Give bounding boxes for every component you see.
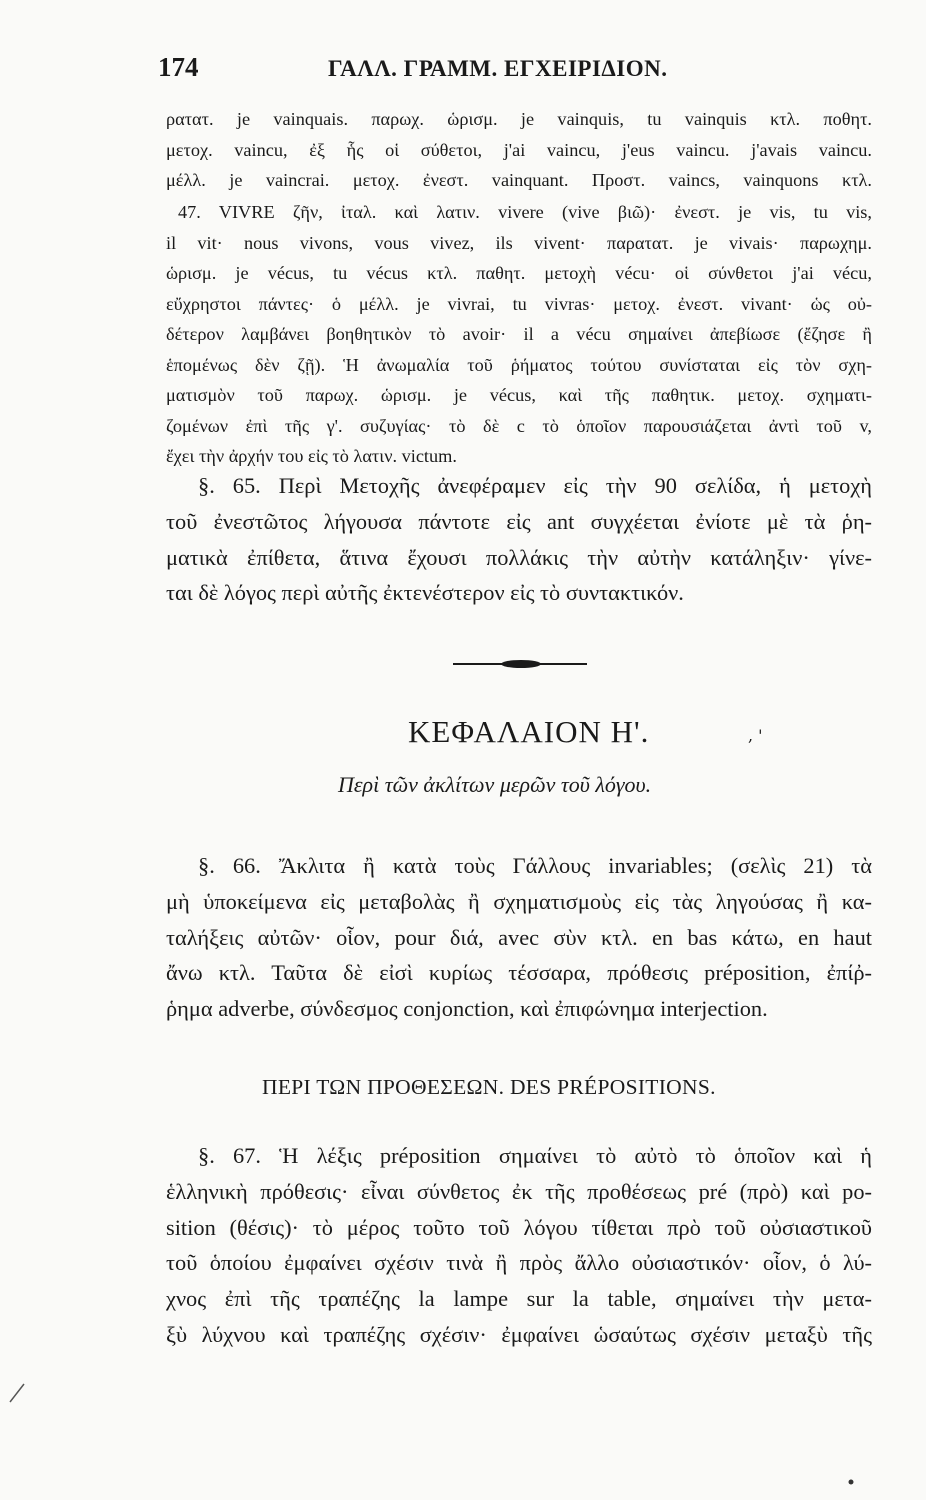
text-line: §. 65. Περὶ Μετοχῆς ἀνεφέραμεν εἰς τὴν 90 σελίδα, ἡ μετοχὴ — [198, 473, 872, 498]
text-line: 47. VIVRE ζῆν, ἰταλ. καὶ λατιν. vivere (vive βιῶ)· ἐνεστ. je vis, tu vis, — [178, 202, 872, 222]
ornamental-rule — [453, 660, 587, 668]
text-line: §. 67. Ἡ λέξις préposition σημαίνει τὸ αὐτὸ τὸ ὁποῖον καὶ ἡ — [198, 1143, 872, 1168]
text-line: ταλήξεις αὐτῶν· οἷον, pour διά, avec σὺν κτλ. en bas κάτω, en haut — [166, 924, 872, 950]
text-line: εὔχρηστοι πάντες· ὁ μέλλ. je vivrai, tu vivras· μετοχ. ἐνεστ. vivant· ὡς οὐ- — [166, 293, 872, 314]
page-number: 174 — [158, 52, 199, 82]
paragraph-66 — [166, 848, 872, 1027]
text-line: §. 66. Ἄκλιτα ἢ κατὰ τοὺς Γάλλους invariables; (σελὶς 21) τὰ — [198, 853, 872, 878]
text-line: ἑπομένως δὲν ζῇ). Ἡ ἀνωμαλία τοῦ ῥήματος τούτου συνίσταται εἰς τὸν σχη- — [166, 354, 872, 375]
chapter-subtitle: Περὶ τῶν ἀκλίτων μερῶν τοῦ λόγου. — [338, 772, 652, 797]
text-line: ἄνω κτλ. Ταῦτα δὲ εἰσὶ κυρίως τέσσαρα, πρόθεσις préposition, ἐπίῤ- — [166, 960, 872, 986]
text-line: ζομένων ἐπὶ τῆς γ'. συζυγίας· τὸ δὲ c τὸ ὁποῖον παρουσιάζεται ἀντὶ τοῦ v, — [166, 415, 872, 436]
chapter-title: ΚΕΦΑΛΑΙΟΝ Η'. — [408, 714, 650, 749]
text-line: μετοχ. vaincu, ἐξ ἧς οἱ σύθετοι, j'ai vaincu, j'eus vaincu. j'avais vaincu. — [166, 139, 872, 160]
ink-speck — [849, 1480, 854, 1485]
text-line: τοῦ ἐνεστῶτος λήγουσα πάντοτε εἰς ant συγχέεται ἐνίοτε μὲ τὰ ῥη- — [166, 508, 872, 534]
text-line: ῥημα adverbe, σύνδεσμος conjonction, καὶ ἐπιφώνημα interjection. — [166, 996, 768, 1022]
text-line: ξὺ λύχνου καὶ τραπέζης σχέσιν· ἐμφαίνει ὡσαύτως σχέσιν μεταξὺ τῆς — [166, 1321, 872, 1347]
text-line: ται δὲ λόγος περὶ αὐτῆς ἐκτενέστερον εἰς τὸ συντακτικόν. — [166, 580, 684, 606]
text-line: ὡρισμ. je vécus, tu vécus κτλ. παθητ. μετοχὴ vécu· οἱ σύνθετοι j'ai vécu, — [166, 263, 872, 283]
text-line: μὴ ὑποκείμενα εἰς μεταβολὰς ἢ σχηματισμοὺς εἰς τὰς ληγούσας ἢ κα- — [166, 888, 872, 914]
text-line: χνος ἐπὶ τῆς τραπέζης la lampe sur la table, σημαίνει τὴν μετα- — [166, 1286, 872, 1312]
section-heading: ΠΕΡΙ ΤΩΝ ΠΡΟΘΕΣΕΩΝ. DES PRÉPOSITIONS. — [262, 1075, 716, 1099]
text-line: τοῦ ὁποίου ἐμφαίνει σχέσιν τινὰ ἢ πρὸς ἄλλο οὐσιαστικόν· οἷον, ὁ λύ- — [166, 1250, 872, 1276]
text-line: sition (θέσις)· τὸ μέρος τοῦτο τοῦ λόγου τίθεται πρὸ τοῦ οὐσιαστικοῦ — [166, 1214, 872, 1240]
text-line: ματισμὸν τοῦ παρωχ. ὡρισμ. je vécus, καὶ τῆς παθητικ. μετοχ. σχηματι- — [166, 385, 872, 405]
stray-mark: , ' — [748, 726, 763, 745]
paragraph-65 — [166, 468, 872, 611]
text-line: ματικὰ ἐπίθετα, ἅτινα ἔχουσι πολλάκις τὴν αὐτὴν κατάληξιν· γίνε- — [166, 544, 872, 570]
pen-mark — [10, 1384, 24, 1402]
text-line: δέτερον λαμβάνει βοηθητικὸν τὸ avoir· il a vécu σημαίνει ἀπεβίωσε (ἔζησε ἢ — [166, 324, 872, 344]
text-line: il vit· nous vivons, vous vivez, ils vivent· παρατατ. je vivais· παρωχημ. — [166, 232, 872, 253]
paragraph-continued — [166, 104, 872, 196]
text-line: μέλλ. je vaincrai. μετοχ. ἐνεστ. vainquant. Προστ. vaincs, vainquons κτλ. — [166, 170, 872, 190]
paragraph-67 — [166, 1138, 872, 1353]
text-line: ρατατ. je vainquais. παρωχ. ὡρισμ. je vainquis, tu vainquis κτλ. ποθητ. — [166, 109, 872, 129]
page-header — [120, 52, 880, 92]
running-title: ΓΑΛΛ. ΓΡΑΜΜ. ΕΓΧΕΙΡΙΔΙΟΝ. — [328, 56, 668, 81]
paragraph-47-vivre — [166, 197, 872, 472]
rule-ornament — [501, 660, 541, 668]
text-line: ἑλληνικὴ πρόθεσις· εἶναι σύνθετος ἐκ τῆς προθέσεως pré (πρὸ) καὶ po- — [166, 1178, 872, 1204]
text-line: ἔχει τὴν ἀρχήν του εἰς τὸ λατιν. victum. — [166, 446, 457, 466]
